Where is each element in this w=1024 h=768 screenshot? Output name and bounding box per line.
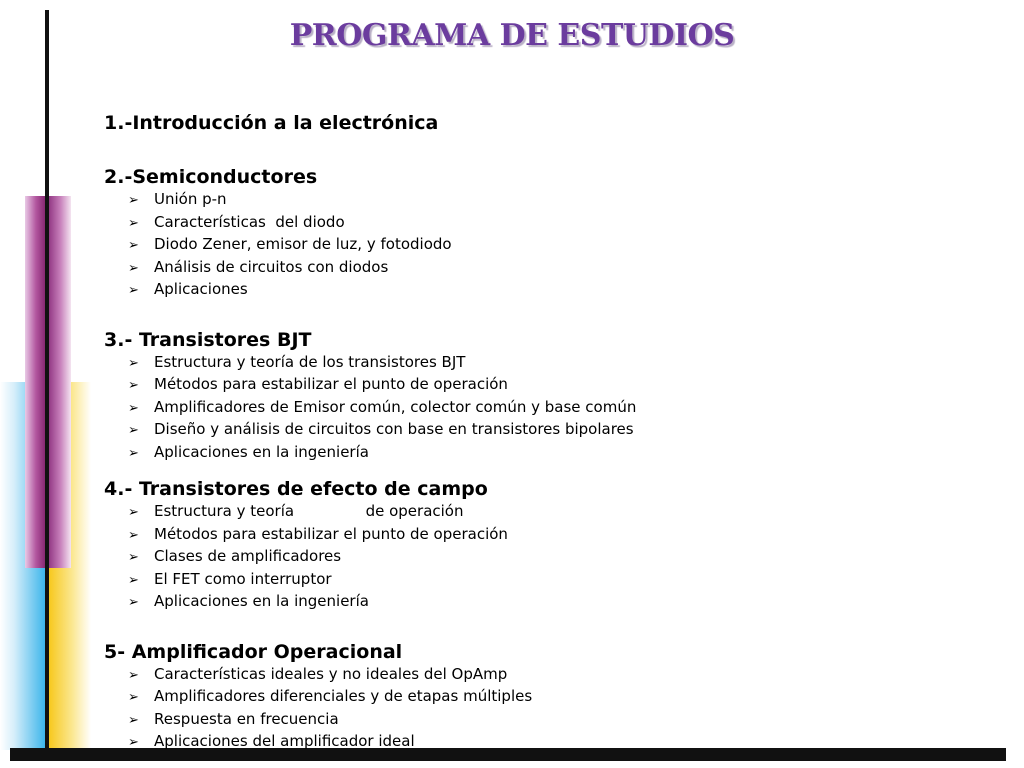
section-title: 3.- Transistores BJT xyxy=(104,328,312,351)
section-4 xyxy=(104,477,1004,614)
section-3 xyxy=(104,328,1004,465)
list-item: ➢ El FET como interruptor xyxy=(128,569,1004,592)
section-title: 5- Amplificador Operacional xyxy=(104,640,403,663)
section-title: 2.-Semiconductores xyxy=(104,166,318,188)
section-2 xyxy=(104,165,1004,302)
list-item: ➢ Características ideales y no ideales del OpAmp xyxy=(128,664,1004,687)
list-item: ➢ Diodo Zener, emisor de luz, y fotodiodo xyxy=(128,234,1004,257)
list-item: ➢ Clases de amplificadores xyxy=(128,546,1004,569)
page-title: PROGRAMA DE ESTUDIOS xyxy=(289,18,735,53)
arrow-bullet-icon: ➢ xyxy=(128,667,139,683)
list-item: ➢ Análisis de circuitos con diodos xyxy=(128,257,1004,280)
topic-list xyxy=(104,664,1004,754)
section-5 xyxy=(104,640,1004,754)
arrow-bullet-icon: ➢ xyxy=(128,355,139,371)
list-item: ➢ Estructura y teoría de los transistores BJT xyxy=(128,352,1004,375)
topic-list xyxy=(104,501,1004,614)
list-item: ➢ Amplificadores diferenciales y de etapas múltiples xyxy=(128,686,1004,709)
list-item: ➢ Métodos para estabilizar el punto de operación xyxy=(128,374,1004,397)
arrow-bullet-icon: ➢ xyxy=(128,690,139,705)
arrow-bullet-icon: ➢ xyxy=(128,445,139,461)
list-item: ➢ Aplicaciones xyxy=(128,279,1004,302)
section-1 xyxy=(104,111,1004,135)
list-item: ➢ Diseño y análisis de circuitos con base en transistores bipolares xyxy=(128,419,1004,442)
arrow-bullet-icon: ➢ xyxy=(128,735,139,750)
section-title: 1.-Introducción a la electrónica xyxy=(104,112,439,134)
arrow-bullet-icon: ➢ xyxy=(128,260,139,276)
arrow-bullet-icon: ➢ xyxy=(128,505,139,520)
list-item: ➢ Aplicaciones en la ingeniería xyxy=(128,442,1004,465)
list-item: ➢ Aplicaciones en la ingeniería xyxy=(128,591,1004,614)
list-item: ➢ Unión p-n xyxy=(128,189,1004,212)
arrow-bullet-icon: ➢ xyxy=(128,400,139,416)
syllabus-content xyxy=(104,111,1004,754)
arrow-bullet-icon: ➢ xyxy=(128,712,139,728)
list-item: ➢ Respuesta en frecuencia xyxy=(128,709,1004,732)
section-title: 4.- Transistores de efecto de campo xyxy=(104,478,488,500)
arrow-bullet-icon: ➢ xyxy=(128,595,139,610)
vertical-rule xyxy=(45,10,49,750)
list-item: ➢ Aplicaciones del amplificador ideal xyxy=(128,731,1004,754)
list-item: ➢ Métodos para estabilizar el punto de operación xyxy=(128,524,1004,547)
decor-mauve-bar xyxy=(49,196,71,568)
arrow-bullet-icon: ➢ xyxy=(128,550,139,565)
list-item: ➢ Estructura y teoría de operación xyxy=(128,501,1004,524)
arrow-bullet-icon: ➢ xyxy=(128,527,139,543)
list-item: ➢ Amplificadores de Emisor común, colector común y base común xyxy=(128,397,1004,420)
arrow-bullet-icon: ➢ xyxy=(128,572,139,588)
topic-list xyxy=(104,352,1004,465)
topic-list xyxy=(104,189,1004,302)
arrow-bullet-icon: ➢ xyxy=(128,193,139,208)
arrow-bullet-icon: ➢ xyxy=(128,238,139,253)
arrow-bullet-icon: ➢ xyxy=(128,378,139,393)
decor-purple-bar xyxy=(25,196,47,568)
arrow-bullet-icon: ➢ xyxy=(128,283,139,298)
arrow-bullet-icon: ➢ xyxy=(128,423,139,438)
list-item: ➢ Características del diodo xyxy=(128,212,1004,235)
arrow-bullet-icon: ➢ xyxy=(128,215,139,231)
